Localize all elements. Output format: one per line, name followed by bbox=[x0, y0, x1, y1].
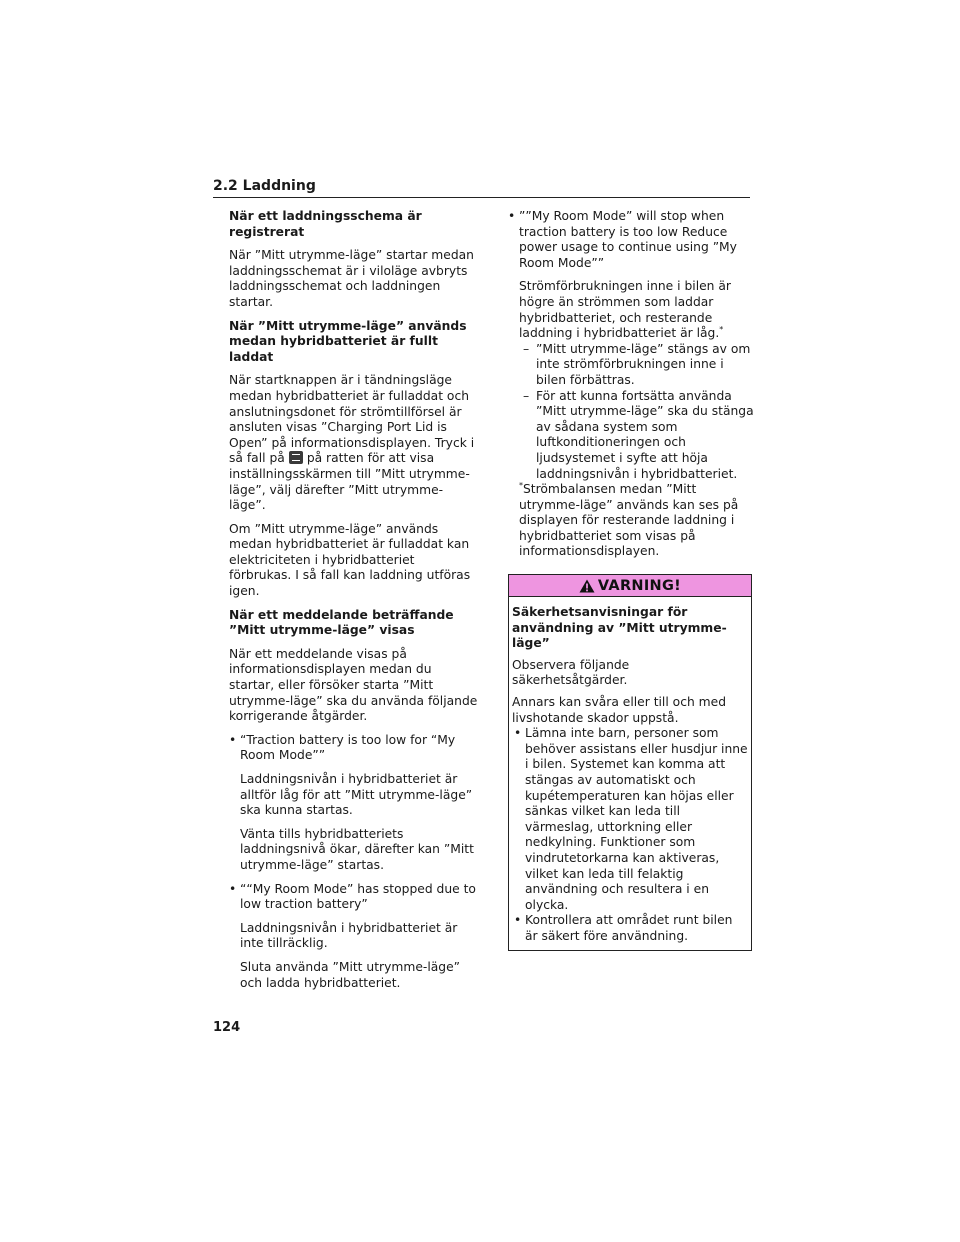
warning-bar bbox=[509, 574, 751, 597]
bullet-title: ””My Room Mode” will stop when traction battery is too low Reduce power usage to continue using ”My Room Mode”” bbox=[519, 209, 737, 270]
dash-item bbox=[508, 342, 754, 389]
bullet-icon: • bbox=[229, 732, 237, 747]
bullet-text bbox=[508, 279, 754, 341]
bullet-title: “Traction battery is too low for “My Room Mode”” bbox=[240, 732, 456, 763]
bullet-icon: • bbox=[514, 913, 522, 928]
bullet-icon: • bbox=[508, 209, 516, 223]
bullet-text: Sluta använda ”Mitt utrymme-läge” och ladda hybridbatteriet. bbox=[240, 959, 461, 990]
dash-text: ”Mitt utrymme-läge” stängs av om inte strömförbrukningen inne i bilen förbättras. bbox=[536, 341, 751, 387]
footnote-marker: * bbox=[519, 481, 523, 490]
bullet-icon: • bbox=[514, 726, 522, 741]
left-column bbox=[229, 209, 479, 999]
footnote-marker: * bbox=[719, 325, 724, 335]
heading-full-battery: När ”Mitt utrymme-läge” används medan hybridbatteriet är fullt laddat bbox=[229, 318, 467, 364]
paragraph: Om ”Mitt utrymme-läge” används medan hybridbatteriet är fulladdat kan elektriciteten i hybridbatteriet förbrukas. I så fall kan laddning utföras igen. bbox=[229, 521, 471, 599]
bullet-item bbox=[229, 882, 479, 913]
bullet-text-part: Strömförbrukningen inne i bilen är högre än strömmen som laddar hybridbatteriet, och resterande laddning i hybridbatteriet är låg. bbox=[519, 279, 731, 341]
warning-body bbox=[509, 597, 751, 944]
steering-switch-icon bbox=[289, 451, 303, 464]
bullet-text: Laddningsnivån i hybridbatteriet är alltför låg för att ”Mitt utrymme-läge” ska kunna startas. bbox=[240, 772, 473, 818]
dash-text: För att kunna fortsätta använda ”Mitt utrymme-läge” ska du stänga av sådana system som luftkonditioneringen och ljudsystemet i syfte att höja laddningsnivån i hybridbatteriet. bbox=[536, 388, 754, 481]
dash-item bbox=[508, 389, 754, 483]
warning-text: Annars kan svåra eller till och med livshotande skador uppstå. bbox=[512, 694, 727, 725]
bullet-text: Vänta tills hybridbatteriets laddningsnivå ökar, därefter kan ”Mitt utrymme-läge” startas. bbox=[240, 826, 474, 872]
bullet-item bbox=[508, 209, 754, 271]
bullet-icon: • bbox=[229, 881, 237, 896]
warning-bullet bbox=[512, 726, 748, 913]
warning-bullet bbox=[512, 913, 748, 944]
paragraph: När ett meddelande visas på informationsdisplayen medan du startar, eller försöker starta ”Mitt utrymme-läge” ska du använda följande korrigerande åtgärder. bbox=[229, 646, 478, 724]
paragraph-part: När startknappen är i tändningsläge medan hybridbatteriet är fulladdat och anslutningsdonet för strömtillförsel är ansluten visas ”Charging Port Lid is Open” på informationsdisplayen. Tryck i så fall på bbox=[229, 373, 475, 466]
page-number: 124 bbox=[213, 1020, 241, 1035]
right-column bbox=[508, 209, 754, 568]
warning-label: VARNING! bbox=[597, 577, 682, 594]
paragraph: När ”Mitt utrymme-läge” startar medan laddningsschemat är i viloläge avbryts laddningsschemat och laddningen startar. bbox=[229, 248, 474, 309]
heading-message: När ett meddelande beträffande ”Mitt utrymme-läge” visas bbox=[229, 607, 454, 638]
heading-schedule: När ett laddningsschema är registrerat bbox=[229, 209, 422, 239]
bullet-text: Laddningsnivån i hybridbatteriet är inte tillräcklig. bbox=[240, 920, 458, 951]
warning-box bbox=[508, 574, 752, 951]
dash-icon: – bbox=[523, 388, 530, 403]
footnote bbox=[508, 482, 754, 560]
warning-bullet-text: Kontrollera att området runt bilen är säkert före användning. bbox=[525, 913, 733, 943]
paragraph-part: på ratten för att visa inställningsskärmen till ”Mitt utrymme-läge”, välj därefter ”Mitt utrymme-läge”. bbox=[229, 451, 470, 513]
section-header: 2.2 Laddning bbox=[213, 178, 750, 198]
warning-triangle-icon bbox=[579, 579, 595, 593]
bullet-title: ““My Room Mode” has stopped due to low traction battery” bbox=[240, 881, 476, 912]
warning-text: Observera följande säkerhetsåtgärder. bbox=[512, 657, 630, 688]
warning-bullet-text: Lämna inte barn, personer som behöver assistans eller husdjur inne i bilen. Systemet kan komma att stängas av automatiskt och kupétemperaturen kan höjas eller sänkas vilket kan leda till värmeslag, uttorkning eller nedkylning. Funktioner som vindrutetorkarna kan aktiveras, vilket kan leda till felaktig användning och resultera i en olycka. bbox=[525, 726, 748, 912]
bullet-item bbox=[229, 733, 479, 764]
footnote-text: Strömbalansen medan ”Mitt utrymme-läge” används kan ses på displayen för resterande laddning i hybridbatteriet som visas på informationsdisplayen. bbox=[519, 482, 739, 559]
paragraph bbox=[229, 373, 479, 513]
warning-title: Säkerhetsanvisningar för användning av ”Mitt utrymme-läge” bbox=[512, 605, 727, 651]
dash-icon: – bbox=[523, 341, 530, 356]
